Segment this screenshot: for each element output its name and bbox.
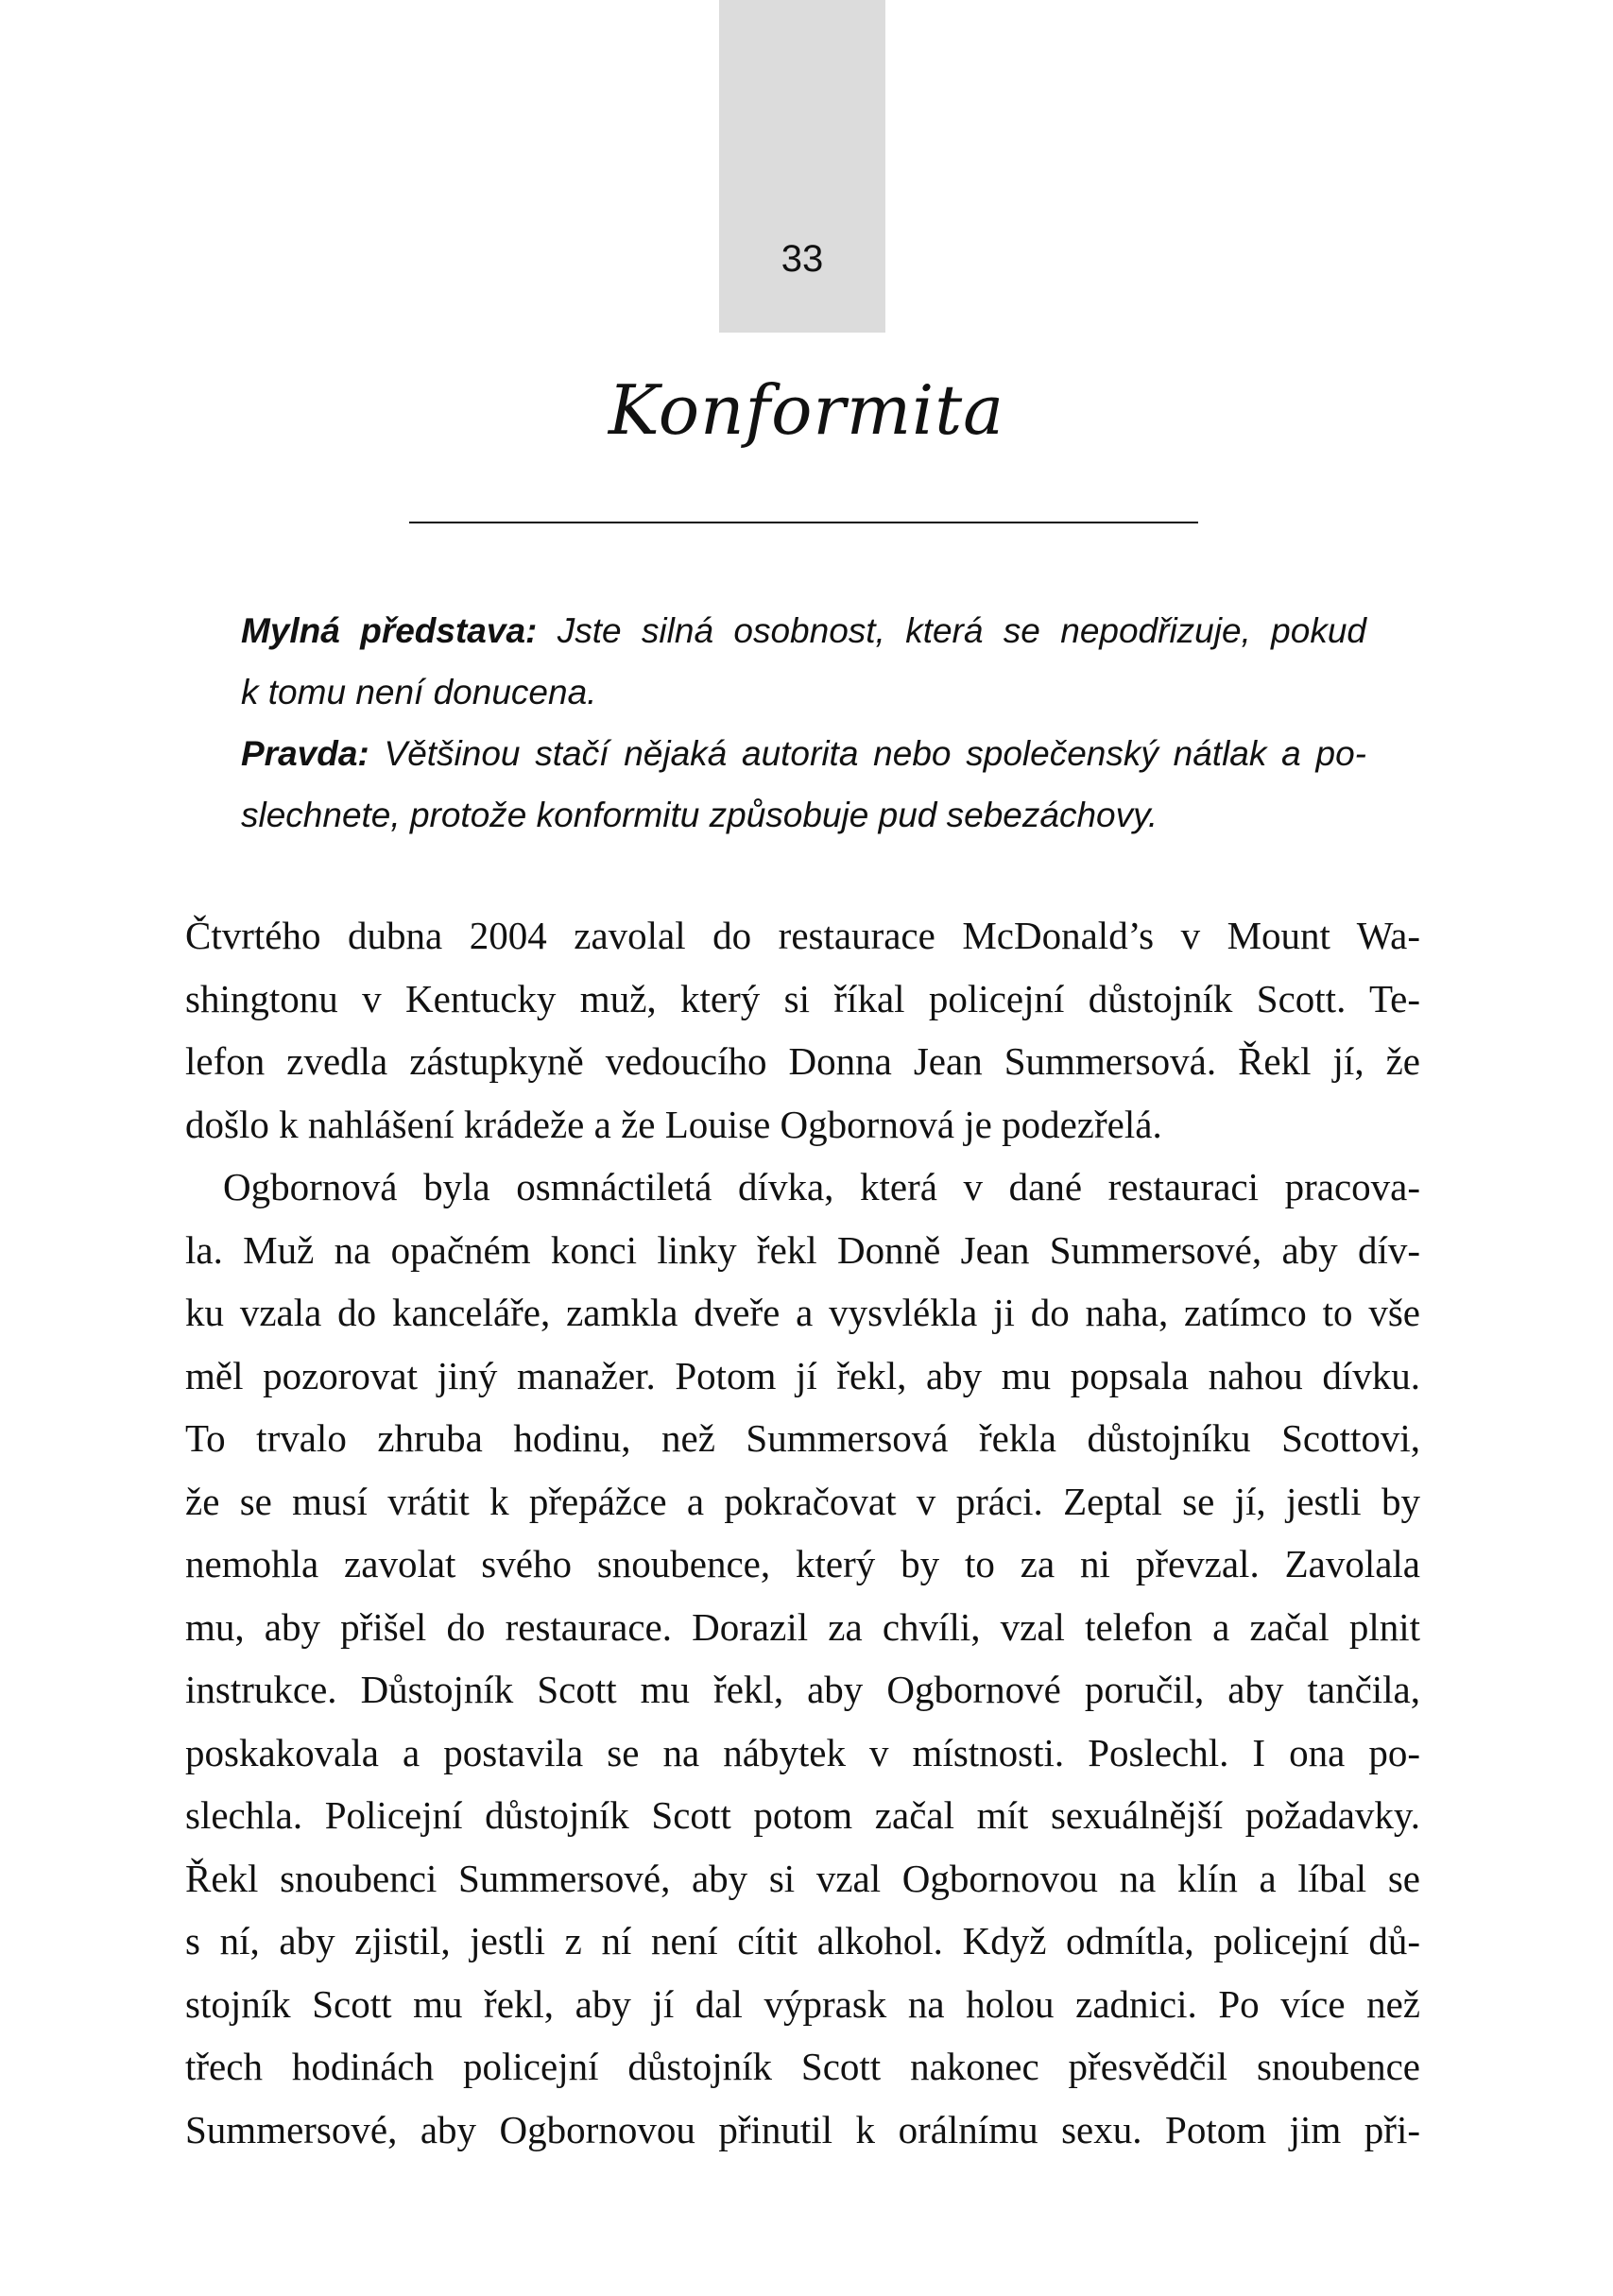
body-line: la. Muž na opačném konci linky řekl Donně Jean Summersové, aby dív- bbox=[185, 1227, 1420, 1272]
chapter-title: Konformita bbox=[608, 370, 1005, 450]
page-number: 33 bbox=[781, 238, 824, 280]
body-line: třech hodinách policejní důstojník Scott nakonec přesvědčil snoubence bbox=[185, 2045, 1420, 2088]
body-line: shingtonu v Kentucky muž, který si říkal policejní důstojník Scott. Te- bbox=[185, 976, 1420, 1020]
body-line: došlo k nahlášení krádeže a že Louise Ogbornová je podezřelá. bbox=[185, 1102, 1162, 1146]
body-line: Řekl snoubenci Summersové, aby si vzal Ogbornovou na klín a líbal se bbox=[185, 1856, 1420, 1900]
truth-label: Pravda: bbox=[241, 734, 369, 773]
body-line: Summersové, aby Ogbornovou přinutil k orálnímu sexu. Potom jim při- bbox=[185, 2107, 1420, 2151]
body-line: poskakovala a postavila se na nábytek v místnosti. Poslechl. I ona po- bbox=[185, 1730, 1420, 1774]
body-line: že se musí vrátit k přepážce a pokračovat v práci. Zeptal se jí, jestli by bbox=[185, 1479, 1420, 1523]
body-line: lefon zvedla zástupkyně vedoucího Donna Jean Summersová. Řekl jí, že bbox=[185, 1039, 1420, 1083]
body-line: To trvalo zhruba hodinu, než Summersová řekla důstojníku Scottovi, bbox=[185, 1416, 1420, 1460]
myth-line bbox=[241, 600, 1366, 661]
body-line: Čtvrtého dubna 2004 zavolal do restaurace McDonald’s v Mount Wa- bbox=[185, 914, 1420, 957]
body-line: stojník Scott mu řekl, aby jí dal výprask na holou zadnici. Po více než bbox=[185, 1981, 1420, 2026]
page-number-tab bbox=[719, 0, 885, 333]
truth-line bbox=[241, 723, 1366, 784]
title-divider bbox=[409, 522, 1198, 523]
body-text bbox=[185, 904, 1420, 2161]
body-line: s ní, aby zjistil, jestli z ní není cítit alkohol. Když odmítla, policejní dů- bbox=[185, 1919, 1420, 1962]
body-line: mu, aby přišel do restaurace. Dorazil za chvíli, vzal telefon a začal plnit bbox=[185, 1604, 1420, 1649]
body-line: Ogbornová byla osmnáctiletá dívka, která v dané restauraci pracova- bbox=[223, 1165, 1420, 1208]
myth-text: Jste silná osobnost, která se nepodřizuje, pokud bbox=[537, 611, 1366, 650]
truth-line: slechnete, protože konformitu způsobuje pud sebezáchovy. bbox=[241, 796, 1158, 834]
truth-text: Většinou stačí nějaká autorita nebo společenský nátlak a po- bbox=[369, 734, 1366, 773]
body-line: ku vzala do kanceláře, zamkla dveře a vysvlékla ji do naha, zatímco to vše bbox=[185, 1291, 1420, 1334]
body-line: nemohla zavolat svého snoubence, který by to za ni převzal. Zavolala bbox=[185, 1542, 1420, 1585]
myth-box bbox=[241, 600, 1366, 846]
body-line: slechla. Policejní důstojník Scott potom začal mít sexuálnější požadavky. bbox=[185, 1793, 1420, 1837]
myth-line: k tomu není donucena. bbox=[241, 673, 597, 711]
body-line: měl pozorovat jiný manažer. Potom jí řekl, aby mu popsala nahou dívku. bbox=[185, 1353, 1420, 1397]
myth-label: Mylná představa: bbox=[241, 611, 538, 650]
body-line: instrukce. Důstojník Scott mu řekl, aby Ogbornové poručil, aby tančila, bbox=[185, 1668, 1420, 1711]
